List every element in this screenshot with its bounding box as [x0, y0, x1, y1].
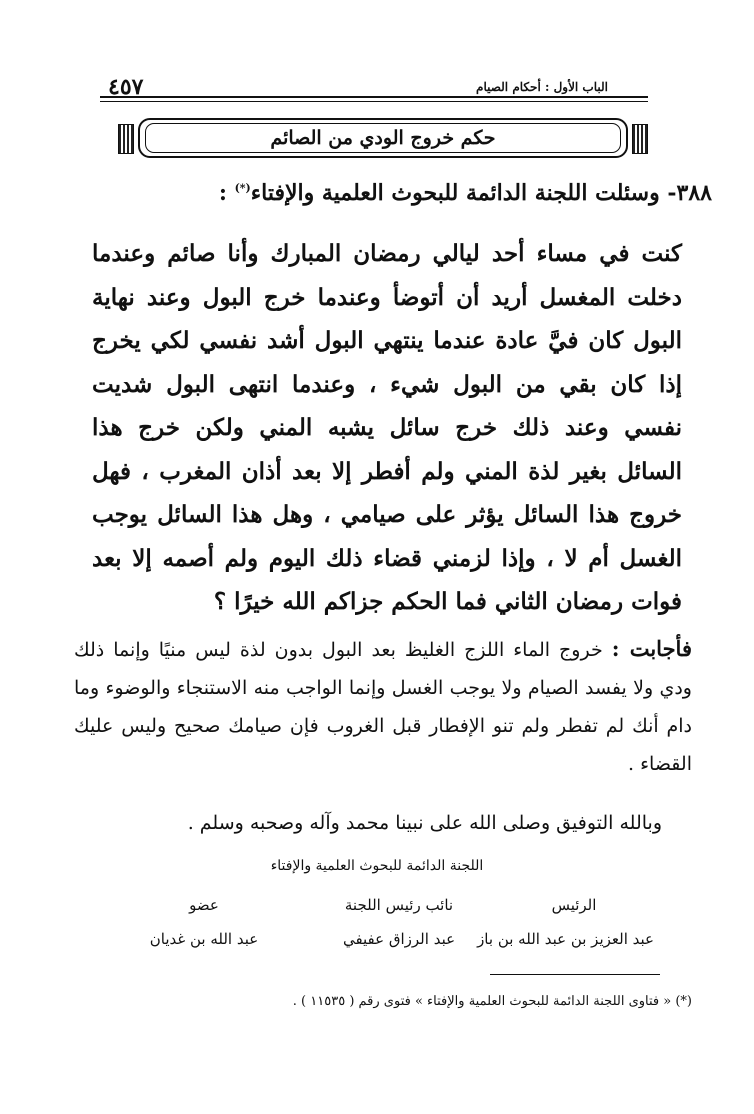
banner-left-ornament — [118, 124, 134, 154]
signatory-name-member: عبد الله بن غديان — [149, 930, 259, 948]
question-heading-suffix: : — [218, 180, 235, 206]
footnote-marker: (*) — [234, 181, 251, 195]
committee-title: اللجنة الدائمة للبحوث العلمية والإفتاء — [270, 858, 484, 874]
page-number: ٤٥٧ — [108, 74, 144, 100]
question-heading-text: ٣٨٨- وسئلت اللجنة الدائمة للبحوث العلمية والإفتاء — [250, 180, 712, 206]
question-heading — [72, 180, 712, 206]
footnote-rule — [490, 974, 660, 975]
section-title: حكم خروج الودي من الصائم — [270, 127, 496, 149]
header-rule — [100, 96, 648, 102]
signatory-name-president: عبد العزيز بن عبد الله بن باز — [477, 930, 654, 948]
answer-text: خروج الماء اللزج الغليظ بعد البول بدون لذة ليس منيًا وإنما ذلك ودي ولا يفسد الصيام ولا يوجب الغسل وإنما الواجب منه الاستنجاء والوضوء وما دام أنك لم تفطر ولم تنو الإفطار قبل الغروب فإن صيامك صحيح وليس عليك القضاء . — [74, 639, 692, 775]
running-title: الباب الأول : أحكام الصيام — [476, 80, 608, 94]
signatory-role-president: الرئيس — [551, 896, 597, 914]
answer-label: فأجابت : — [611, 636, 692, 661]
question-body: كنت في مساء أحد ليالي رمضان المبارك وأنا صائم وعندما دخلت المغسل أريد أن أتوضأ وعندما خرج البول وعند نهاية البول كان فيَّ عادة عندما ينتهي البول أشد نفسي لكي يخرج إذا كان بقي من البول شيء ، وعندما انتهى البول شديت نفسي وعند ذلك خرج سائل يشبه المني ولكن خرج هذا السائل بغير لذة المني ولم أفطر إلا بعد أذان المغرب ، فهل خروج هذا السائل يؤثر على صيامي ، وهل هذا السائل يوجب الغسل أم لا ، وإذا لزمني قضاء ذلك اليوم ولم أصمه إلا بعد فوات رمضان الثاني فما الحكم جزاكم الله خيرًا ؟ — [92, 240, 682, 615]
signatory-role-member: عضو — [189, 896, 219, 914]
signatory-name-vice-president: عبد الرزاق عفيفي — [342, 930, 456, 948]
banner-right-ornament — [632, 124, 648, 154]
closing-line: وبالله التوفيق وصلى الله على نبينا محمد وآله وصحبه وسلم . — [187, 812, 662, 834]
signatory-role-vice-president: نائب رئيس اللجنة — [344, 896, 454, 914]
answer-paragraph — [74, 630, 692, 783]
page-header — [100, 70, 648, 102]
footnote: (*) « فتاوى اللجنة الدائمة للبحوث العلمية والإفتاء » فتوى رقم ( ١١٥٣٥ ) . — [292, 994, 692, 1009]
section-banner — [138, 118, 628, 158]
